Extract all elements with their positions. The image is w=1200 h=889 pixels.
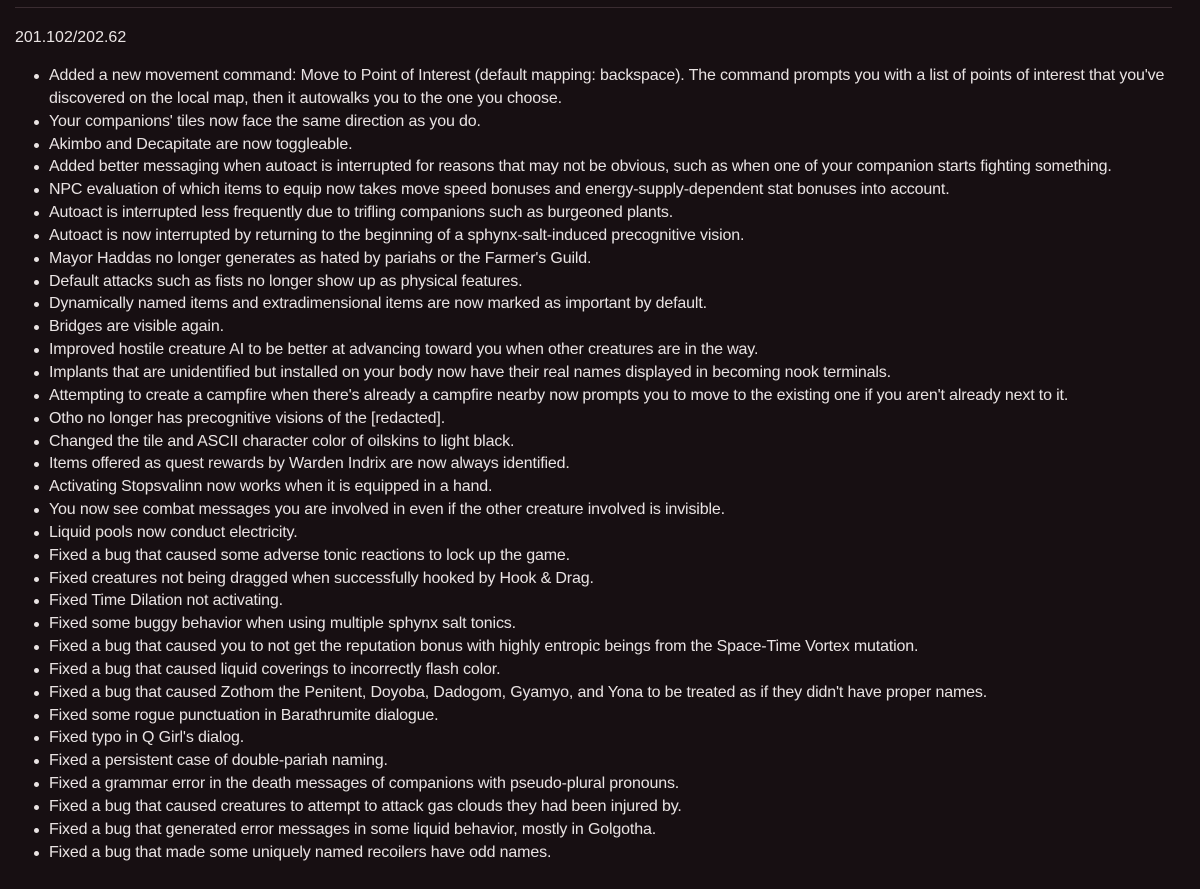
list-item: Default attacks such as fists no longer show up as physical features. [49,271,1185,294]
version-heading: 201.102/202.62 [15,29,127,46]
list-item: Autoact is interrupted less frequently due to trifling companions such as burgeoned plants. [49,202,1185,225]
patch-notes-list [0,65,1185,865]
list-item: You now see combat messages you are involved in even if the other creature involved is invisible. [49,499,1185,522]
list-item: Fixed typo in Q Girl's dialog. [49,727,1185,750]
list-item: Dynamically named items and extradimensional items are now marked as important by default. [49,293,1185,316]
list-item: Implants that are unidentified but installed on your body now have their real names displayed in becoming nook terminals. [49,362,1185,385]
list-item: Akimbo and Decapitate are now toggleable. [49,134,1185,157]
list-item: Fixed a grammar error in the death messages of companions with pseudo-plural pronouns. [49,773,1185,796]
list-item: Activating Stopsvalinn now works when it is equipped in a hand. [49,476,1185,499]
list-item: Fixed a bug that caused you to not get the reputation bonus with highly entropic beings from the Space-Time Vortex mutation. [49,636,1185,659]
list-item: NPC evaluation of which items to equip now takes move speed bonuses and energy-supply-dependent stat bonuses into account. [49,179,1185,202]
list-item: Improved hostile creature AI to be better at advancing toward you when other creatures are in the way. [49,339,1185,362]
list-item: Bridges are visible again. [49,316,1185,339]
list-item: Added better messaging when autoact is interrupted for reasons that may not be obvious, such as when one of your companion starts fighting something. [49,156,1185,179]
list-item: Autoact is now interrupted by returning to the beginning of a sphynx-salt-induced precognitive vision. [49,225,1185,248]
list-item: Mayor Haddas no longer generates as hated by pariahs or the Farmer's Guild. [49,248,1185,271]
list-item: Items offered as quest rewards by Warden Indrix are now always identified. [49,453,1185,476]
list-item: Your companions' tiles now face the same direction as you do. [49,111,1185,134]
list-item: Fixed a bug that caused Zothom the Penitent, Doyoba, Dadogom, Gyamyo, and Yona to be treated as if they didn't have proper names. [49,682,1185,705]
list-item: Fixed a bug that made some uniquely named recoilers have odd names. [49,842,1185,865]
list-item: Fixed some buggy behavior when using multiple sphynx salt tonics. [49,613,1185,636]
list-item: Added a new movement command: Move to Point of Interest (default mapping: backspace). The command prompts you with a list of points of interest that you've discovered on the local map, then it autowalks you to the one you choose. [49,65,1185,111]
top-divider [15,7,1172,8]
list-item: Attempting to create a campfire when there's already a campfire nearby now prompts you to move to the existing one if you aren't already next to it. [49,385,1185,408]
list-item: Fixed Time Dilation not activating. [49,590,1185,613]
list-item: Liquid pools now conduct electricity. [49,522,1185,545]
list-item: Fixed a bug that caused liquid coverings to incorrectly flash color. [49,659,1185,682]
list-item: Fixed a persistent case of double-pariah naming. [49,750,1185,773]
list-item: Fixed creatures not being dragged when successfully hooked by Hook & Drag. [49,568,1185,591]
list-item: Fixed a bug that caused creatures to attempt to attack gas clouds they had been injured by. [49,796,1185,819]
list-item: Otho no longer has precognitive visions of the [redacted]. [49,408,1185,431]
list-item: Changed the tile and ASCII character color of oilskins to light black. [49,431,1185,454]
list-item: Fixed a bug that caused some adverse tonic reactions to lock up the game. [49,545,1185,568]
list-item: Fixed a bug that generated error messages in some liquid behavior, mostly in Golgotha. [49,819,1185,842]
list-item: Fixed some rogue punctuation in Barathrumite dialogue. [49,705,1185,728]
